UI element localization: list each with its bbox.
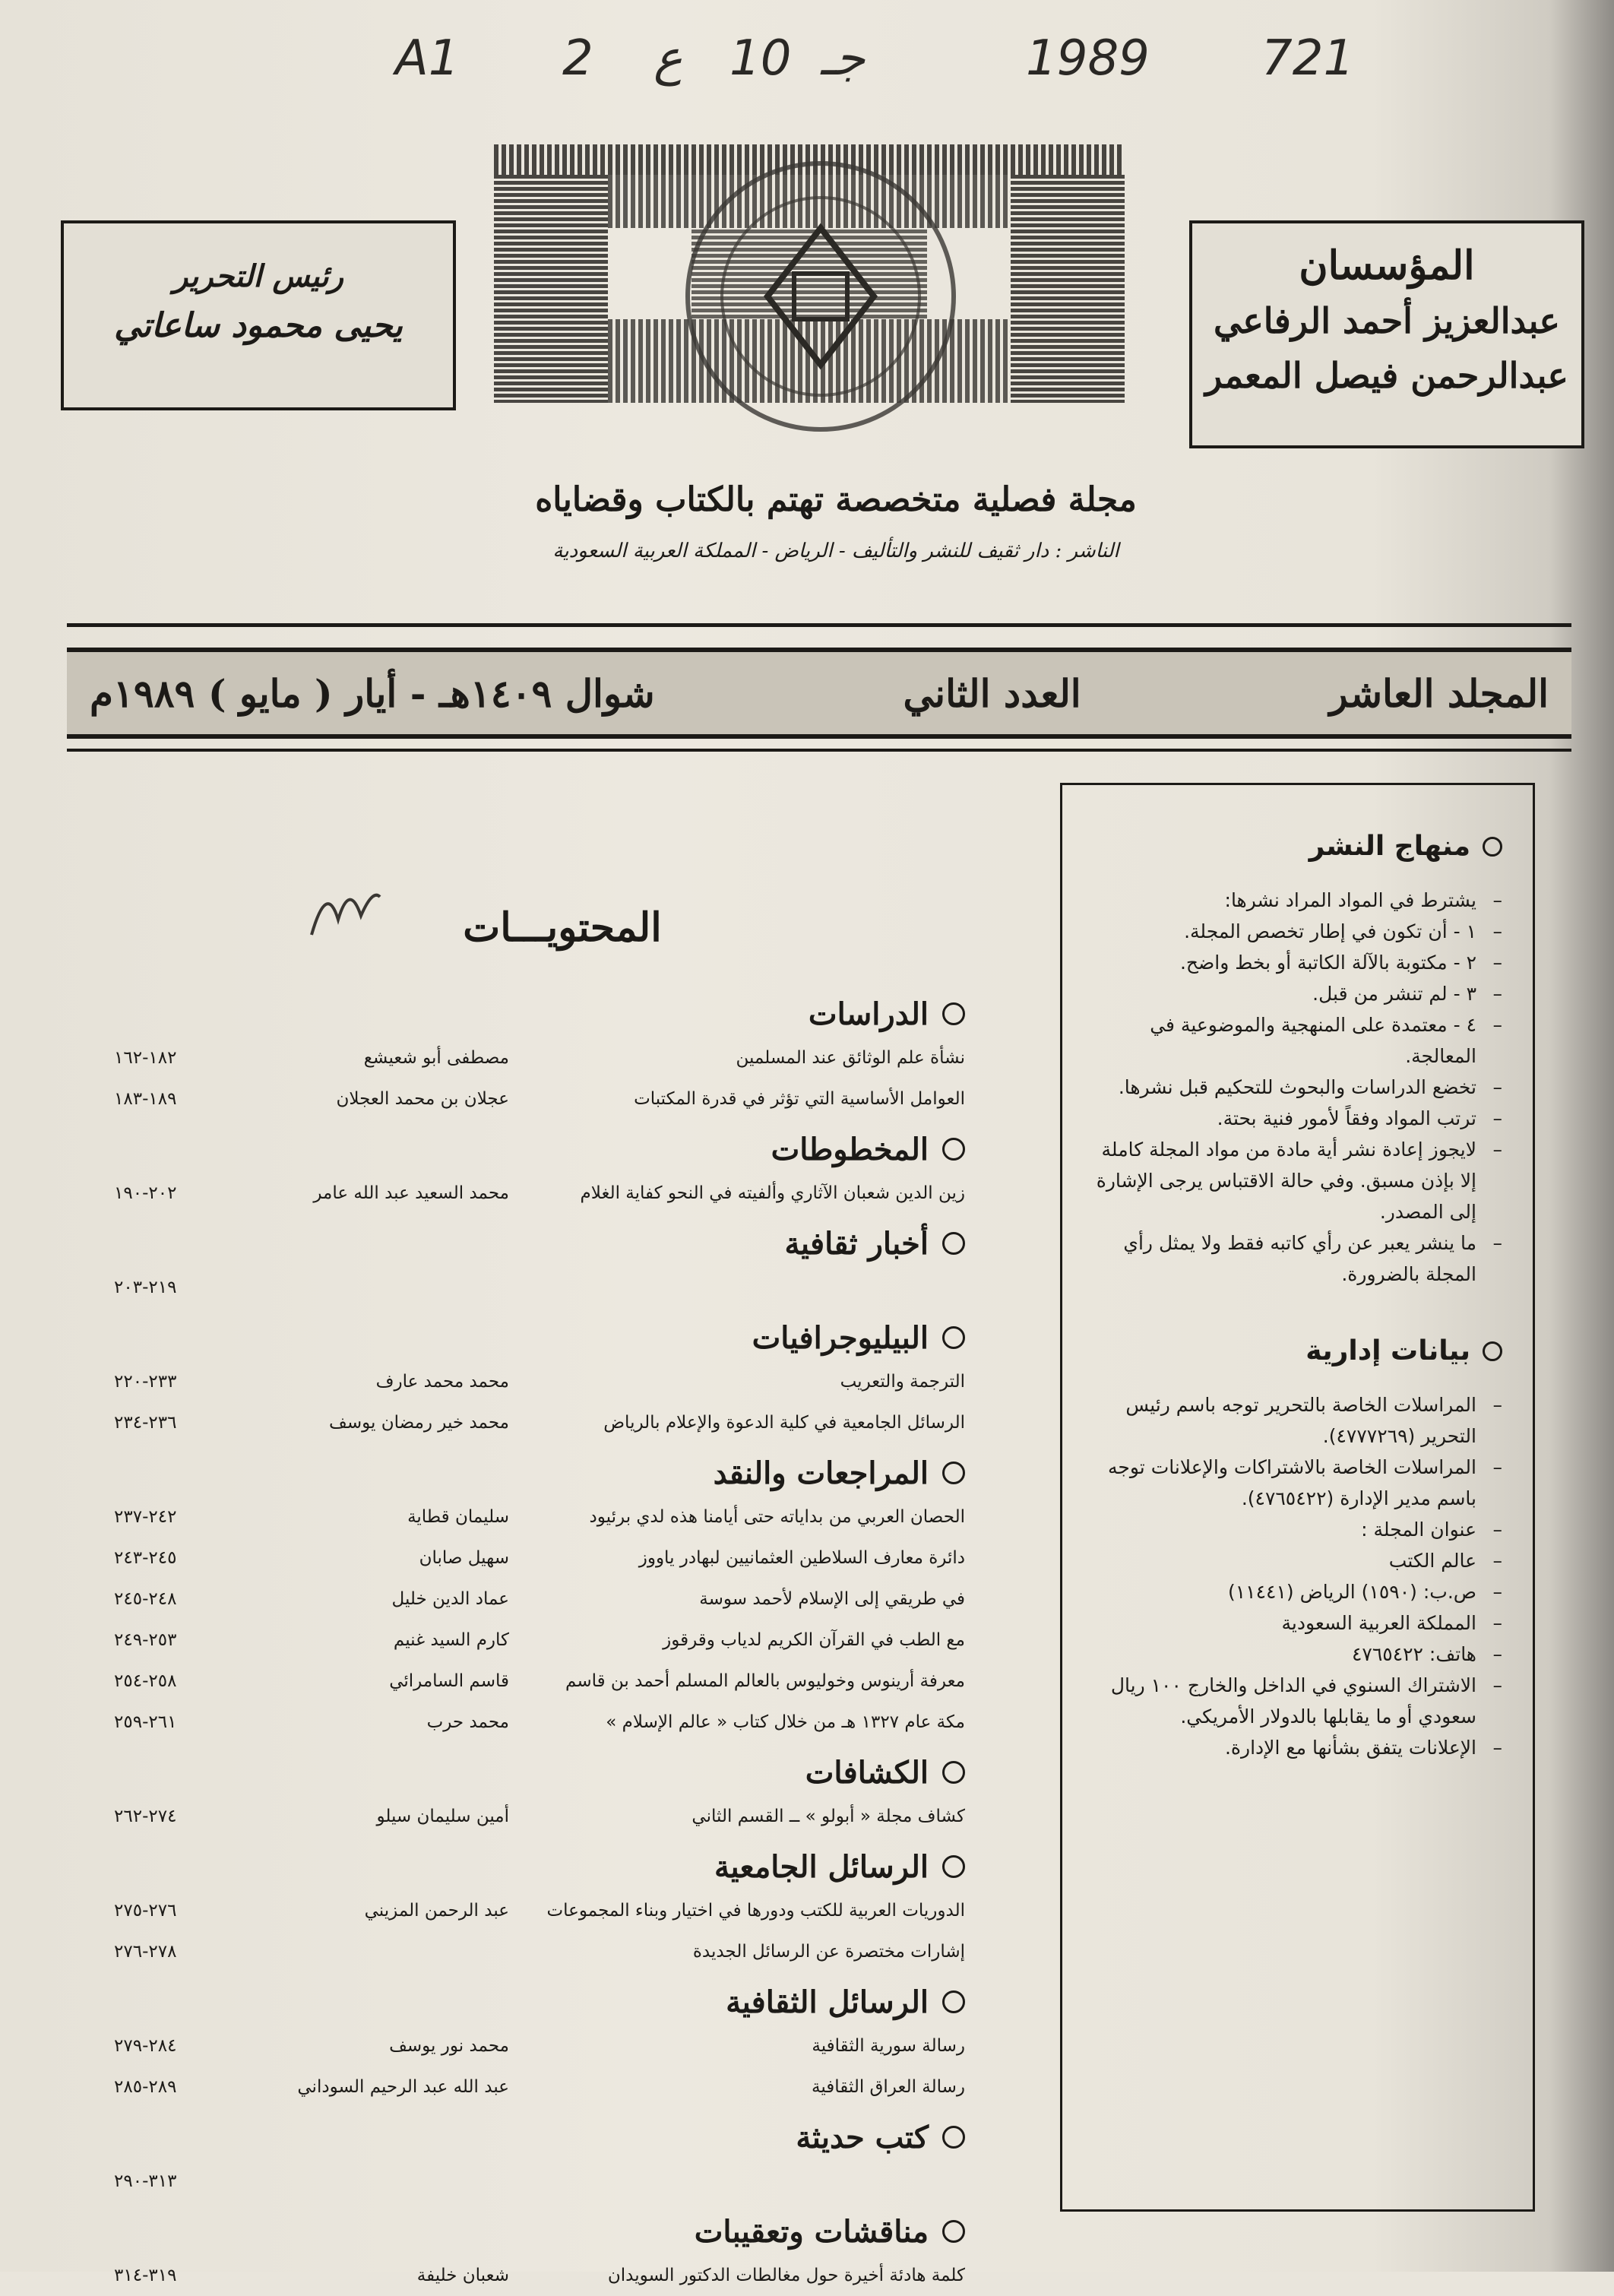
toc-entry-pages: ١٨٩-١٨٣ [114, 1089, 177, 1109]
toc-section-heading [46, 990, 965, 1037]
toc-entry-pages: ٢٣٦-٢٣٤ [114, 1413, 177, 1433]
contents-title: المحتويـــات [463, 904, 662, 951]
bullet-circle-icon [942, 1990, 965, 2013]
admin-item: – ص.ب: (١٥٩٠) الرياض (١١٤٤١) [1085, 1576, 1502, 1607]
policy-item: – ٢ - مكتوبة بالآلة الكاتبة أو بخط واضح. [1085, 947, 1502, 978]
bottom-rule [67, 749, 1571, 752]
toc-entry-author: عماد الدين خليل [391, 1589, 509, 1609]
toc-entry-title: كشاف مجلة « أبولو » ــ القسم الثاني [691, 1807, 965, 1826]
toc-entry-pages: ١٨٢-١٦٢ [114, 1048, 177, 1068]
editor-name: يحيى محمود ساعاتي [114, 306, 403, 345]
toc-entry-pages: ٢٧٦-٢٧٥ [114, 1901, 177, 1921]
toc-entry-title: رسالة العراق الثقافية [811, 2077, 965, 2097]
toc-entry-author: محمد نور يوسف [389, 2036, 509, 2056]
toc-entry [46, 1402, 965, 1443]
toc-entry-title: معرفة أرينوس وخوليوس بالعالم المسلم أحمد بن قاسم [565, 1671, 965, 1691]
issue-info-bar [67, 648, 1571, 739]
toc-entry-title: إشارات مختصرة عن الرسائل الجديدة [692, 1942, 965, 1962]
admin-item: – الاشتراك السنوي في الداخل والخارج ١٠٠ ريال سعودي أو ما يقابلها بالدولار الأمريكي. [1085, 1670, 1502, 1732]
issue-number: العدد الثاني [903, 670, 1081, 716]
policy-item: – ما ينشر يعبر عن رأي كاتبه فقط ولا يمثل رأي المجلة بالضرورة. [1085, 1227, 1502, 1290]
toc-entry-title: كلمة هادئة أخيرة حول مغالطات الدكتور السويدان [607, 2266, 965, 2285]
hw-code-d: 10 [729, 30, 792, 87]
toc-entry-title: دائرة معارف السلاطين العثمانيين لبهادر ياووز [638, 1548, 965, 1568]
toc-entry [46, 1931, 965, 1972]
toc-entry-pages: ٣١٩-٣١٤ [114, 2266, 177, 2285]
toc-entry-pages: ٢١٩-٢٠٣ [114, 1278, 177, 1297]
toc-entry-pages: ٢٧٨-٢٧٦ [114, 1942, 177, 1962]
toc-entry-title: رسالة سورية الثقافية [812, 2036, 965, 2056]
pencil-mark [304, 874, 388, 942]
magazine-subtitle: مجلة فصلية متخصصة تهتم بالكتاب وقضاياه [535, 480, 1137, 519]
handwritten-archive-codes [395, 30, 1459, 114]
toc-entry [46, 1890, 965, 1931]
toc-entry-pages: ٣١٣-٢٩٠ [114, 2171, 177, 2191]
toc-section-title: مناقشات وتعقيبات [694, 2213, 929, 2250]
toc-entry-title: زين الدين شعبان الآثاري وألفيته في النحو كفاية الغلام [580, 1183, 965, 1203]
policy-item: – تخضع الدراسات والبحوث للتحكيم قبل نشرها. [1085, 1072, 1502, 1103]
toc-entry [46, 2066, 965, 2108]
hw-number: 721 [1261, 30, 1355, 87]
toc-section-heading [46, 1126, 965, 1173]
admin-heading-text: بيانات إدارية [1305, 1335, 1470, 1367]
admin-list [1085, 1389, 1502, 1763]
table-of-contents [46, 984, 965, 2296]
admin-item: – عالم الكتب [1085, 1545, 1502, 1576]
toc-entry-pages: ٢٨٩-٢٨٥ [114, 2077, 177, 2097]
toc-entry-pages: ٢٤٨-٢٤٥ [114, 1589, 177, 1609]
toc-entry-author: شعبان خليفة [416, 2266, 509, 2285]
bullet-circle-icon [942, 1232, 965, 1255]
toc-entry-author: كارم السيد غنيم [393, 1630, 509, 1650]
toc-entry-pages: ٢٣٣-٢٢٠ [114, 1372, 177, 1392]
toc-entry-pages: ٢٥٣-٢٤٩ [114, 1630, 177, 1650]
founders-box [1189, 220, 1584, 448]
toc-section-heading [46, 1978, 965, 2025]
bullet-circle-icon [942, 1138, 965, 1161]
toc-entry-title: الرسائل الجامعية في كلية الدعوة والإعلام بالرياض [603, 1413, 965, 1433]
toc-entry-author: سهيل صابان [419, 1548, 509, 1568]
toc-entry-title: في طريقي إلى الإسلام لأحمد سوسة [699, 1589, 965, 1609]
magazine-logo-with-library-stamp [494, 144, 1125, 433]
toc-entry-title: الحصان العربي من بداياته حتى أيامنا هذه لدي برئيود [589, 1507, 965, 1527]
toc-section-title: الكشافات [805, 1754, 929, 1791]
toc-entry [46, 1173, 965, 1214]
toc-entry-pages: ٢٦١-٢٥٩ [114, 1712, 177, 1732]
toc-section-heading [46, 1449, 965, 1496]
policy-heading-text: منهاج النشر [1309, 831, 1470, 862]
toc-entry-pages: ٢٤٢-٢٣٧ [114, 1507, 177, 1527]
policy-list [1085, 885, 1502, 1290]
toc-entry-author: محمد السعيد عبد الله عامر [313, 1183, 509, 1203]
toc-entry-pages: ٢٥٨-٢٥٤ [114, 1671, 177, 1691]
toc-section-title: أخبار ثقافية [784, 1225, 929, 1262]
admin-heading [1085, 1335, 1502, 1367]
toc-entry-author: مصطفى أبو شعيشع [363, 1048, 509, 1068]
admin-item: – عنوان المجلة : [1085, 1514, 1502, 1545]
bullet-circle-icon [942, 2126, 965, 2149]
toc-entry-pages: ٢٠٢-١٩٠ [114, 1183, 177, 1203]
toc-entry-title: العوامل الأساسية التي تؤثر في قدرة المكتبات [634, 1089, 965, 1109]
toc-entry-author: عجلان بن محمد العجلان [336, 1089, 509, 1109]
publisher-line: الناشر : دار ثقيف للنشر والتأليف - الرياض - المملكة العربية السعودية [552, 540, 1119, 562]
founder-name-2: عبدالرحمن فيصل المعمر [1205, 355, 1568, 396]
top-rule [67, 623, 1571, 627]
toc-section-title: كتب حديثة [796, 2119, 929, 2155]
toc-entry [46, 1661, 965, 1702]
toc-section-title: المخطوطات [771, 1131, 929, 1167]
toc-entry [46, 1796, 965, 1837]
bullet-circle-icon [1483, 837, 1502, 857]
toc-entry-pages: ٢٤٥-٢٤٣ [114, 1548, 177, 1568]
policy-item: – ٤ - معتمدة على المنهجية والموضوعية في المعالجة. [1085, 1009, 1502, 1072]
toc-entry-title: مع الطب في القرآن الكريم لدياب وقرقوز [663, 1630, 965, 1650]
toc-entry [46, 1037, 965, 1078]
toc-entry-title: الترجمة والتعريب [840, 1372, 965, 1392]
toc-entry [46, 1579, 965, 1620]
toc-section-heading [46, 1843, 965, 1890]
policy-item: – لايجوز إعادة نشر أية مادة من مواد المجلة كاملة إلا بإذن مسبق. وفي حالة الاقتباس يرجى الإشارة إلى المصدر. [1085, 1134, 1502, 1227]
editor-heading: رئيس التحرير [173, 258, 343, 294]
toc-entry-title: نشأة علم الوثائق عند المسلمين [736, 1048, 965, 1068]
toc-section-title: الرسائل الجامعية [714, 1848, 929, 1885]
toc-section-heading [46, 1220, 965, 1267]
bullet-circle-icon [1483, 1341, 1502, 1361]
issue-date: شوال ١٤٠٩هـ - أيار ( مايو ) ١٩٨٩م [90, 670, 655, 716]
admin-item: – المراسلات الخاصة بالاشتراكات والإعلانات توجه باسم مدير الإدارة (٤٧٦٥٤٢٢). [1085, 1452, 1502, 1514]
policy-heading [1085, 831, 1502, 862]
toc-section-heading [46, 1749, 965, 1796]
toc-entry [46, 2255, 965, 2296]
toc-entry [46, 2161, 965, 2202]
toc-entry [46, 1620, 965, 1661]
bullet-circle-icon [942, 2220, 965, 2243]
toc-entry [46, 1702, 965, 1743]
bullet-circle-icon [942, 1326, 965, 1349]
toc-entry-author: محمد حرب [426, 1712, 509, 1732]
bullet-circle-icon [942, 1462, 965, 1484]
toc-entry-pages: ٢٨٤-٢٧٩ [114, 2036, 177, 2056]
admin-item: – المراسلات الخاصة بالتحرير توجه باسم رئيس التحرير (٤٧٧٧٢٦٩). [1085, 1389, 1502, 1452]
toc-entry-author: سليمان قطاية [407, 1507, 509, 1527]
toc-entry [46, 1267, 965, 1308]
toc-entry [46, 1078, 965, 1119]
hw-code-c: ع [654, 30, 683, 87]
toc-section-heading [46, 2114, 965, 2161]
policy-sidebar [1060, 783, 1535, 2212]
toc-section-title: البيليوجرافيات [752, 1319, 929, 1356]
toc-entry [46, 1538, 965, 1579]
editor-box [61, 220, 456, 410]
hw-year: 1989 [1026, 30, 1150, 87]
toc-section-heading [46, 2208, 965, 2255]
admin-item: – المملكة العربية السعودية [1085, 1607, 1502, 1639]
founder-name-1: عبدالعزيز أحمد الرفاعي [1214, 300, 1560, 341]
admin-item: – هاتف: ٤٧٦٥٤٢٢ [1085, 1639, 1502, 1670]
hw-code-e: جـ [821, 30, 866, 87]
toc-entry-author: محمد خير رمضان يوسف [329, 1413, 509, 1433]
toc-entry-pages: ٢٧٤-٢٦٢ [114, 1807, 177, 1826]
policy-item: – ترتب المواد وفقاً لأمور فنية بحتة. [1085, 1103, 1502, 1134]
toc-entry [46, 2025, 965, 2066]
toc-entry-title: مكة عام ١٣٢٧ هـ من خلال كتاب « عالم الإسلام » [606, 1712, 965, 1732]
hw-code-a: A1 [395, 30, 460, 87]
policy-item: – يشترط في المواد المراد نشرها: [1085, 885, 1502, 916]
toc-section-title: الرسائل الثقافية [726, 1984, 929, 2020]
bullet-circle-icon [942, 1855, 965, 1878]
founders-heading: المؤسسان [1299, 242, 1475, 289]
policy-item: – ٣ - لم تنشر من قبل. [1085, 978, 1502, 1009]
toc-entry [46, 1361, 965, 1402]
bullet-circle-icon [942, 1761, 965, 1784]
issue-volume: المجلد العاشر [1329, 670, 1549, 716]
toc-section-title: المراجعات والنقد [713, 1455, 929, 1491]
toc-section-title: الدراسات [808, 996, 929, 1032]
toc-section-heading [46, 1314, 965, 1361]
policy-item: – ١ - أن تكون في إطار تخصص المجلة. [1085, 916, 1502, 947]
toc-entry-author: عبد الرحمن المزيني [364, 1901, 509, 1921]
toc-entry-title: الدوريات العربية للكتب ودورها في اختيار وبناء المجموعات [546, 1901, 965, 1921]
toc-entry [46, 1496, 965, 1538]
toc-entry-author: قاسم السامرائي [389, 1671, 509, 1691]
bullet-circle-icon [942, 1002, 965, 1025]
toc-entry-author: محمد محمد عارف [375, 1372, 509, 1392]
toc-entry-author: أمين سليمان سيلو [376, 1807, 509, 1826]
toc-entry-author: عبد الله عبد الرحيم السوداني [297, 2077, 509, 2097]
hw-code-b: 2 [562, 30, 593, 87]
admin-item: – الإعلانات يتفق بشأنها مع الإدارة. [1085, 1732, 1502, 1763]
